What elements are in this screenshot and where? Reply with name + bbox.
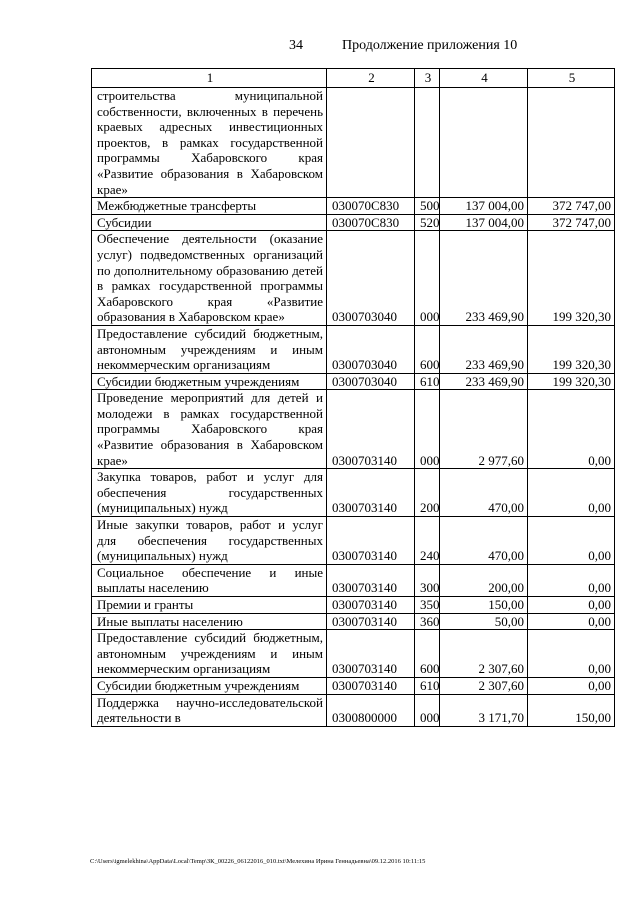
amount-year-2: 199 320,30 xyxy=(528,231,615,326)
amount-year-1: 470,00 xyxy=(440,469,528,517)
column-header: 3 xyxy=(415,69,440,88)
item-name: Межбюджетные трансферты xyxy=(92,198,327,215)
amount-year-2: 0,00 xyxy=(528,517,615,565)
amount-year-1: 2 977,60 xyxy=(440,390,528,469)
item-name: Субсидии бюджетным учреждениям xyxy=(92,677,327,694)
target-code: 0300800000 xyxy=(327,694,415,726)
amount-year-2: 0,00 xyxy=(528,677,615,694)
expense-type-code: 000 xyxy=(415,231,440,326)
item-name: Проведение мероприятий для детей и молодежи в рамках государственной программы Хабаровского края «Развитие образования в Хабаровском крае» xyxy=(92,390,327,469)
expense-type-code: 200 xyxy=(415,469,440,517)
table-body xyxy=(92,88,615,727)
amount-year-1: 137 004,00 xyxy=(440,198,528,215)
table-row xyxy=(92,198,615,215)
target-code: 0300703140 xyxy=(327,564,415,596)
table-row xyxy=(92,630,615,678)
amount-year-1: 233 469,90 xyxy=(440,231,528,326)
expense-type-code: 500 xyxy=(415,198,440,215)
expense-type-code: 600 xyxy=(415,325,440,373)
table-row xyxy=(92,597,615,614)
item-name: Закупка товаров, работ и услуг для обеспечения государственных (муниципальных) нужд xyxy=(92,469,327,517)
item-name: Иные закупки товаров, работ и услуг для обеспечения государственных (муниципальных) нужд xyxy=(92,517,327,565)
item-name: Предоставление субсидий бюджетным, автономным учреждениям и иным некоммерческим организациям xyxy=(92,325,327,373)
item-name: строительства муниципальной собственности, включенных в перечень краевых адресных инвестиционных проектов, в рамках государственной программы Хабаровского края «Развитие образования в Хабаровском крае» xyxy=(92,88,327,198)
target-code: 0300703140 xyxy=(327,390,415,469)
column-header: 4 xyxy=(440,69,528,88)
table-row xyxy=(92,694,615,726)
document-path-footer: C:\Users\igmelekhina\AppData\Local\Temp\ЗК_00226_06122016_010.txt\Мелехина Ирина Геннадьевна\09.12.2016 10:11:15 xyxy=(90,858,426,865)
table-row xyxy=(92,373,615,390)
target-code xyxy=(327,88,415,198)
expense-type-code: 610 xyxy=(415,677,440,694)
amount-year-1: 2 307,60 xyxy=(440,630,528,678)
target-code: 0300703040 xyxy=(327,373,415,390)
amount-year-2: 0,00 xyxy=(528,564,615,596)
expense-type-code: 000 xyxy=(415,694,440,726)
table-row xyxy=(92,88,615,198)
page-number: 34 xyxy=(289,38,303,53)
target-code: 0300703140 xyxy=(327,597,415,614)
amount-year-2 xyxy=(528,88,615,198)
target-code: 0300703140 xyxy=(327,613,415,630)
budget-table xyxy=(91,68,615,727)
amount-year-1: 2 307,60 xyxy=(440,677,528,694)
target-code: 0300703140 xyxy=(327,630,415,678)
amount-year-2: 199 320,30 xyxy=(528,373,615,390)
expense-type-code: 350 xyxy=(415,597,440,614)
table-row xyxy=(92,390,615,469)
item-name: Обеспечение деятельности (оказание услуг) подведомственных организаций по дополнительному образованию детей в рамках государственной программы Хабаровского края «Развитие образования в Хабаровском крае» xyxy=(92,231,327,326)
item-name: Субсидии бюджетным учреждениям xyxy=(92,373,327,390)
column-header: 1 xyxy=(92,69,327,88)
amount-year-1: 50,00 xyxy=(440,613,528,630)
amount-year-1: 137 004,00 xyxy=(440,214,528,231)
amount-year-1: 200,00 xyxy=(440,564,528,596)
table-row xyxy=(92,517,615,565)
amount-year-1: 233 469,90 xyxy=(440,373,528,390)
expense-type-code: 300 xyxy=(415,564,440,596)
amount-year-2: 0,00 xyxy=(528,390,615,469)
target-code: 030070С830 xyxy=(327,198,415,215)
continuation-title: Продолжение приложения 10 xyxy=(342,38,518,53)
target-code: 0300703040 xyxy=(327,325,415,373)
item-name: Субсидии xyxy=(92,214,327,231)
amount-year-2: 150,00 xyxy=(528,694,615,726)
expense-type-code: 600 xyxy=(415,630,440,678)
expense-type-code: 240 xyxy=(415,517,440,565)
expense-type-code: 610 xyxy=(415,373,440,390)
amount-year-1: 233 469,90 xyxy=(440,325,528,373)
amount-year-2: 199 320,30 xyxy=(528,325,615,373)
amount-year-1 xyxy=(440,88,528,198)
expense-type-code: 520 xyxy=(415,214,440,231)
amount-year-2: 0,00 xyxy=(528,630,615,678)
item-name: Премии и гранты xyxy=(92,597,327,614)
column-header: 2 xyxy=(327,69,415,88)
table-row xyxy=(92,325,615,373)
item-name: Предоставление субсидий бюджетным, автономным учреждениям и иным некоммерческим организациям xyxy=(92,630,327,678)
table-row xyxy=(92,613,615,630)
amount-year-1: 150,00 xyxy=(440,597,528,614)
expense-type-code: 000 xyxy=(415,390,440,469)
target-code: 0300703040 xyxy=(327,231,415,326)
column-number-row xyxy=(92,69,615,88)
amount-year-1: 3 171,70 xyxy=(440,694,528,726)
table-row xyxy=(92,469,615,517)
amount-year-2: 0,00 xyxy=(528,613,615,630)
table-row xyxy=(92,231,615,326)
column-header: 5 xyxy=(528,69,615,88)
target-code: 0300703140 xyxy=(327,677,415,694)
target-code: 0300703140 xyxy=(327,469,415,517)
item-name: Поддержка научно-исследовательской деятельности в xyxy=(92,694,327,726)
expense-type-code xyxy=(415,88,440,198)
amount-year-2: 0,00 xyxy=(528,597,615,614)
table-row xyxy=(92,564,615,596)
item-name: Иные выплаты населению xyxy=(92,613,327,630)
item-name: Социальное обеспечение и иные выплаты населению xyxy=(92,564,327,596)
amount-year-2: 372 747,00 xyxy=(528,214,615,231)
table-row xyxy=(92,677,615,694)
target-code: 0300703140 xyxy=(327,517,415,565)
expense-type-code: 360 xyxy=(415,613,440,630)
table-row xyxy=(92,214,615,231)
amount-year-1: 470,00 xyxy=(440,517,528,565)
target-code: 030070С830 xyxy=(327,214,415,231)
amount-year-2: 0,00 xyxy=(528,469,615,517)
amount-year-2: 372 747,00 xyxy=(528,198,615,215)
